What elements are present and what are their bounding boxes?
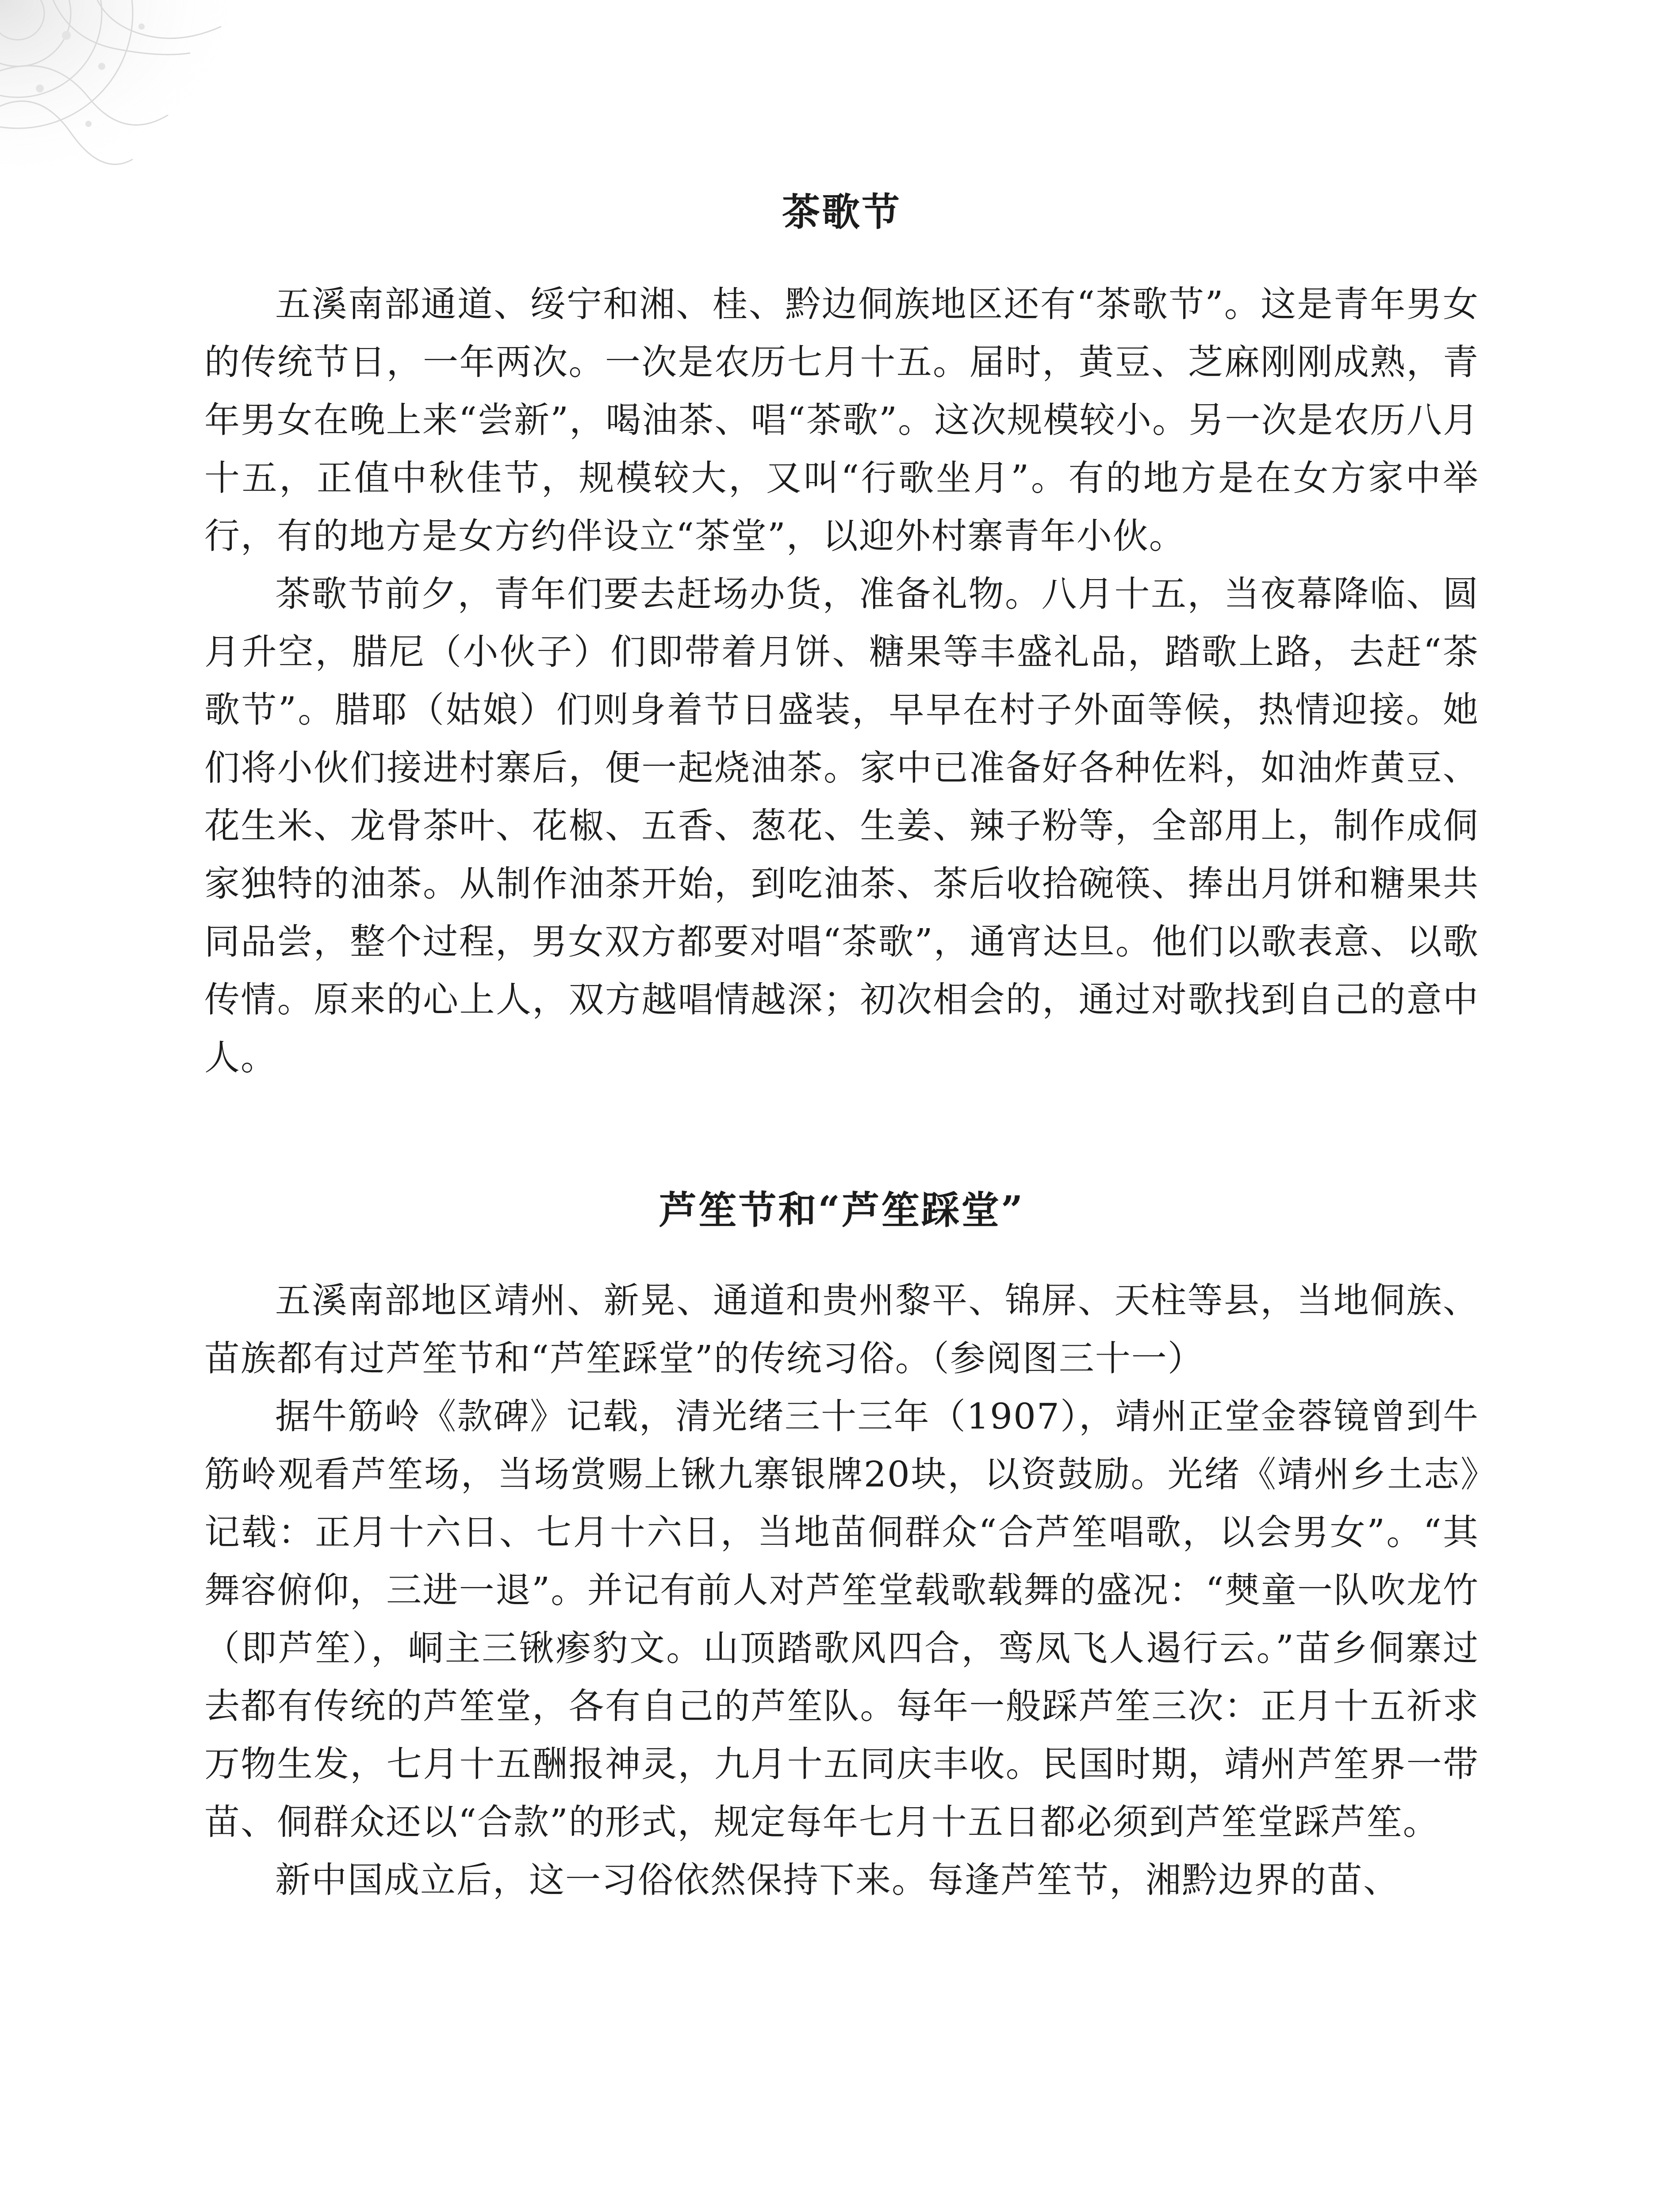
section-title-lusheng-festival: 芦笙节和“芦笙踩堂” xyxy=(659,1188,1025,1233)
paragraph: 五溪南部地区靖州、新晃、通道和贵州黎平、锦屏、天柱等县，当地侗族、苗族都有过芦笙节和“芦笙踩堂”的传统习俗。（参阅图三十一） xyxy=(204,1280,1479,1379)
page-body xyxy=(204,168,1479,1909)
section-title-tea-song-festival: 茶歌节 xyxy=(782,190,901,234)
paragraph: 茶歌节前夕，青年们要去赶场办货，准备礼物。八月十五，当夜幕降临、圆月升空，腊尼（小伙子）们即带着月饼、糖果等丰盛礼品，踏歌上路，去赶“茶歌节”。腊耶（姑娘）们则身着节日盛装，早早在村子外面等候，热情迎接。她们将小伙们接进村寨后，便一起烧油茶。家中已准备好各种佐料，如油炸黄豆、花生米、龙骨茶叶、花椒、五香、葱花、生姜、辣子粉等，全部用上，制作成侗家独特的油茶。从制作油茶开始，到吃油茶、茶后收拾碗筷、捧出月饼和糖果共同品尝，整个过程，男女双方都要对唱“茶歌”，通宵达旦。他们以歌表意、以歌传情。原来的心上人，双方越唱情越深；初次相会的，通过对歌找到自己的意中人。 xyxy=(204,573,1479,1078)
paragraph: 据牛筋岭《款碑》记载，清光绪三十三年（1907），靖州正堂金蓉镜曾到牛筋岭观看芦笙场，当场赏赐上锹九寨银牌20块，以资鼓励。光绪《靖州乡土志》记载：正月十六日、七月十六日，当地苗侗群众“合芦笙唱歌，以会男女”。“其舞容俯仰，三进一退”。并记有前人对芦笙堂载歌载舞的盛况：“僰童一队吹龙竹（即芦笙），峒主三锹瘆豹文。山顶踏歌风四合，鸾凤飞人遏行云。”苗乡侗寨过去都有传统的芦笙堂，各有自己的芦笙队。每年一般踩芦笙三次：正月十五祈求万物生发，七月十五酬报神灵，九月十五同庆丰收。民国时期，靖州芦笙界一带苗、侗群众还以“合款”的形式，规定每年七月十五日都必须到芦笙堂踩芦笙。 xyxy=(204,1396,1479,1843)
paragraph: 五溪南部通道、绥宁和湘、桂、黔边侗族地区还有“茶歌节”。这是青年男女的传统节日，一年两次。一次是农历七月十五。届时，黄豆、芝麻刚刚成熟，青年男女在晚上来“尝新”，喝油茶、唱“茶歌”。这次规模较小。另一次是农历八月十五，正值中秋佳节，规模较大，又叫“行歌坐月”。有的地方是在女方家中举行，有的地方是女方约伴设立“茶堂”，以迎外村寨青年小伙。 xyxy=(204,284,1479,557)
decorative-corner-pattern xyxy=(0,0,248,186)
paragraph: 新中国成立后，这一习俗依然保持下来。每逢芦笙节，湘黔边界的苗、 xyxy=(275,1859,1399,1901)
